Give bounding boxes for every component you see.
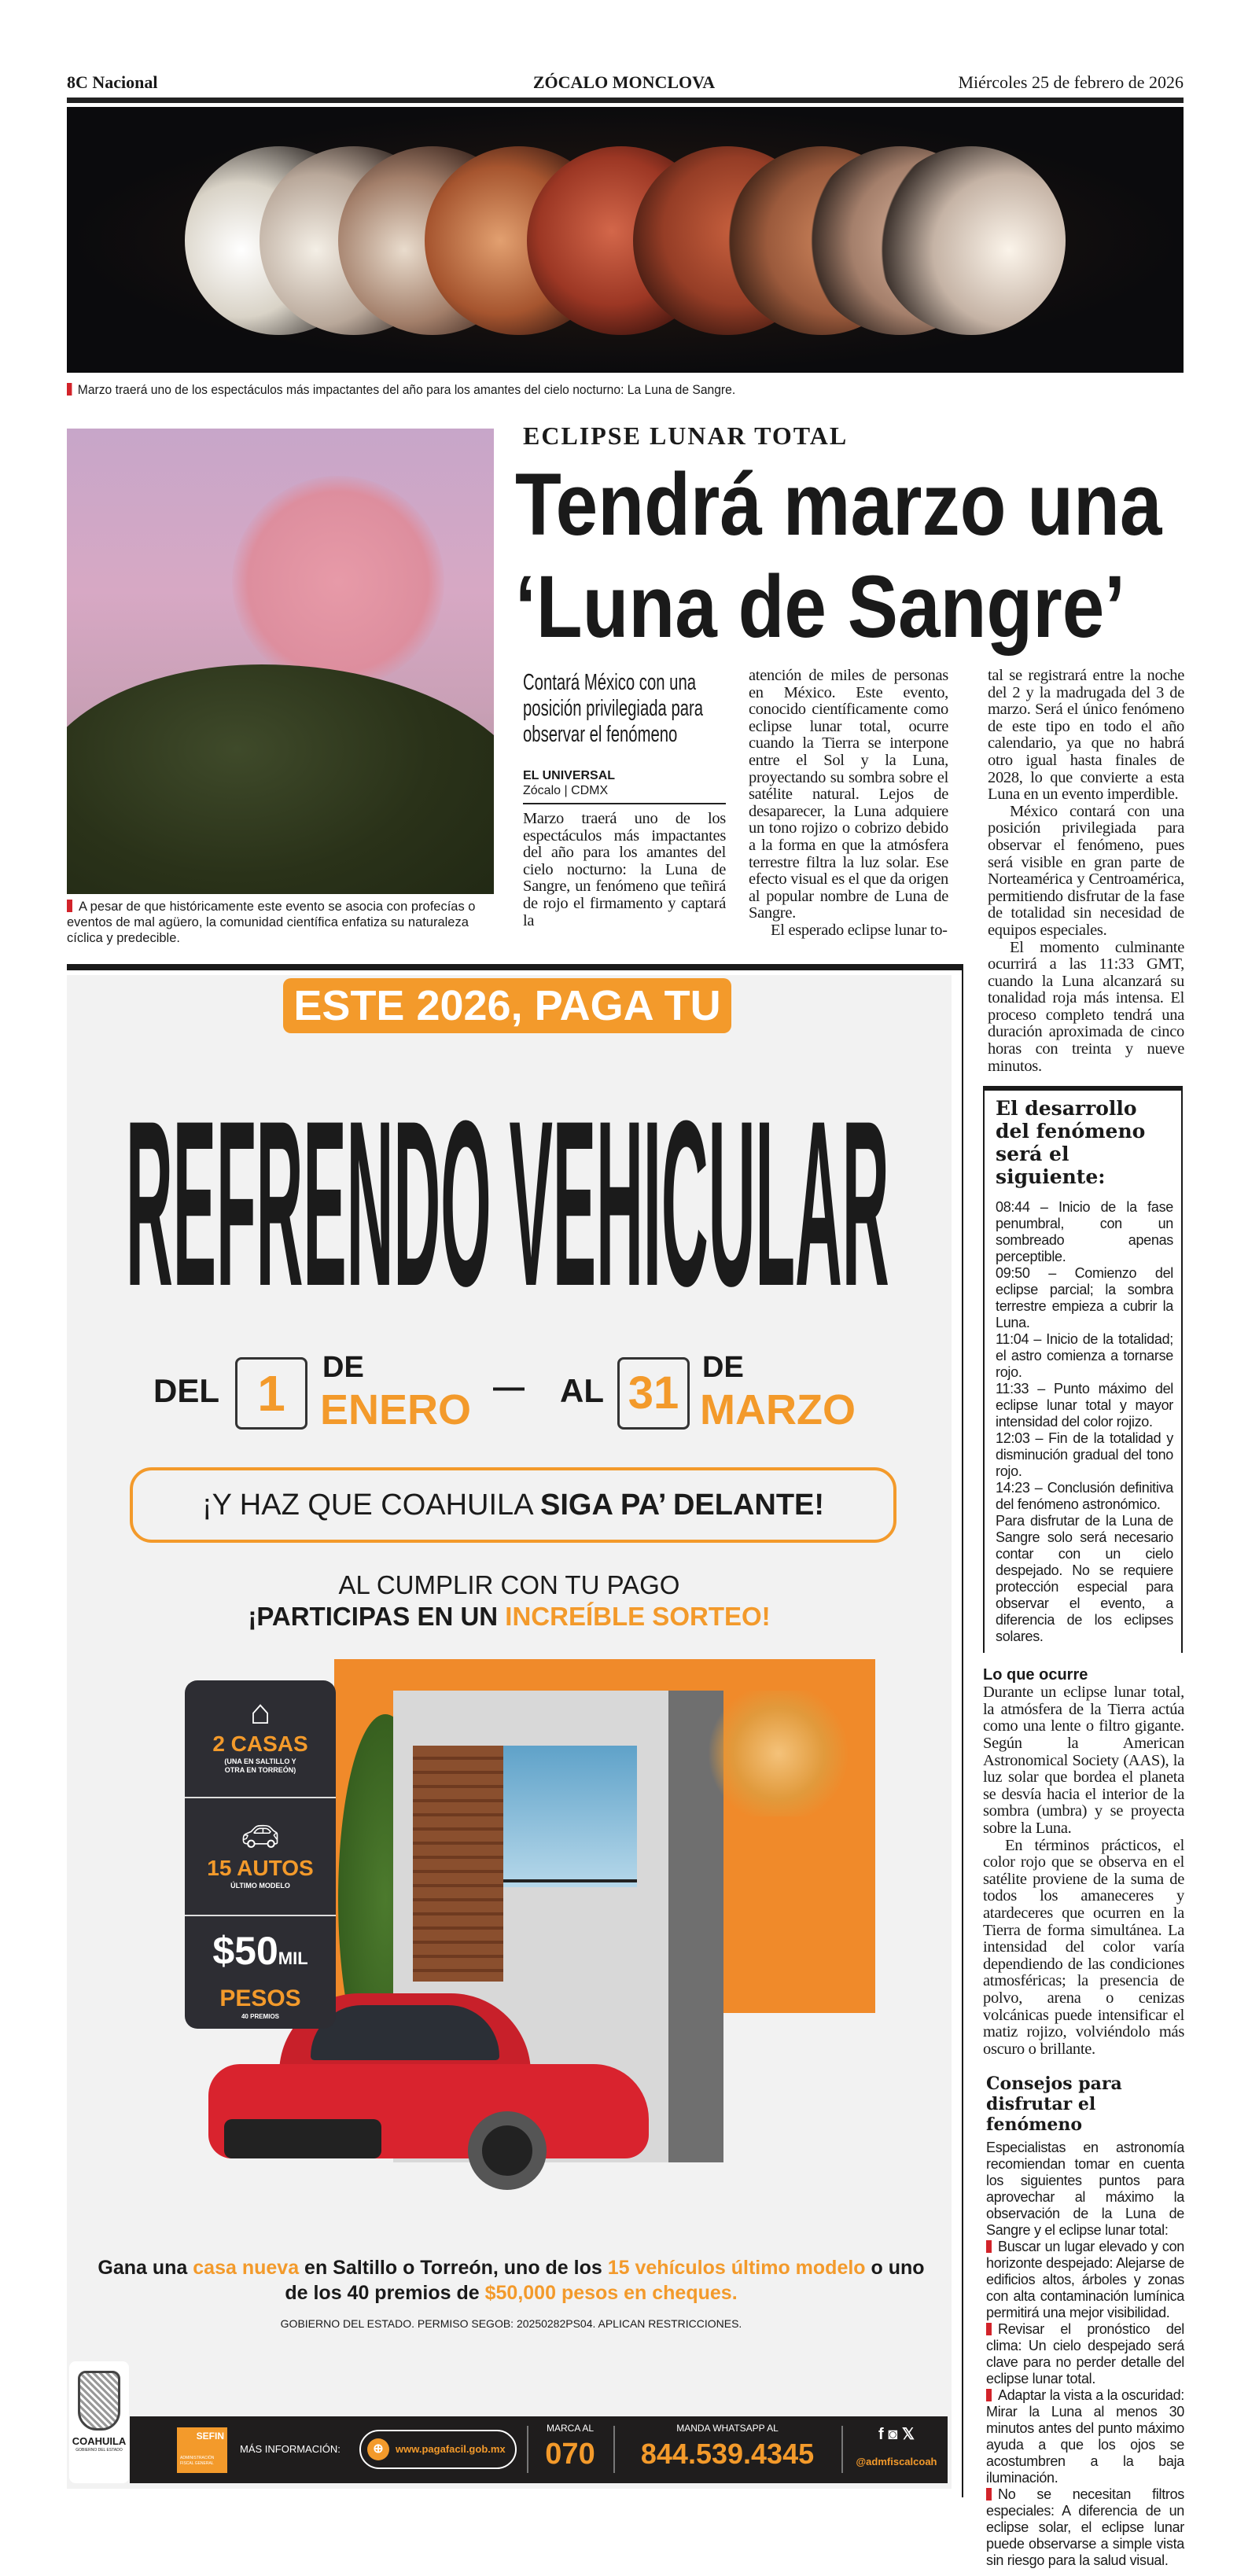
slogan-bold: SIGA PA’ DELANTE! (540, 1489, 825, 1522)
slogan-text: ¡Y HAZ QUE COAHUILA (201, 1489, 540, 1522)
ad-title: REFRENDO VEHICULAR (126, 1071, 889, 1335)
timeline-item: 14:23 – Conclusión definitiva del fenómeno astronómico. (996, 1480, 1173, 1513)
ad-del: DEL (153, 1372, 219, 1409)
house-window (503, 1746, 637, 1887)
tip-text: Revisar el pronóstico del clima: Un cielo despejado será clave para no perder detalle del eclipse lunar total. (986, 2321, 1184, 2387)
x-icon[interactable]: 𝕏 (901, 2426, 915, 2443)
sefin-sub: ADMINISTRACIÓN FISCAL GENERAL (180, 2456, 215, 2466)
right-column (983, 668, 1184, 2569)
tip-text: Buscar un lugar elevado y con horizonte despejado: Alejarse de edificios altos, árboles y zonas con alta contaminación lumínica permitirá una mejor visibilidad. (986, 2239, 1184, 2321)
consejos-section (983, 2074, 1184, 2569)
ad-de-1: DE (322, 1351, 364, 1384)
paragraph: atención de miles de personas en México. Este evento, conocido científicamente como eclipse lunar total, ocurre cuando la Tierra se interpone entre el Sol y la Luna, proyectando su sombra sobre el satélite natural. Lejos de desaparecer, la Luna adquiere un tono rojizo o cobrizo debido a la forma en que la atmósfera terrestre filtra la luz solar. Ese efecto visual es el que da origen al popular nombre de Luna de Sangre. (749, 667, 948, 922)
paragraph: El esperado eclipse lunar to- (771, 921, 948, 939)
prize-sub: 40 PREMIOS (241, 2013, 279, 2020)
website-link[interactable] (359, 2430, 517, 2469)
gana-part: Gana una (98, 2257, 193, 2279)
ad-bottom-text (94, 2255, 928, 2331)
prize-cash (185, 1916, 336, 2021)
website-url: www.pagafacil.gob.mx (396, 2443, 506, 2455)
gana-highlight: 15 vehículos último modelo (607, 2257, 866, 2279)
whatsapp-number[interactable]: 844.539.4345 (640, 2438, 815, 2470)
blood-moon-photo (67, 429, 494, 894)
top-photo-caption (67, 382, 735, 398)
globe-icon: ⊕ (367, 2438, 389, 2460)
timeline-note: Para disfrutar de la Luna de Sangre solo será necesario contar con un cielo despejado. No se requiere protección especial para observar el evento, a diferencia de los eclipses solares. (996, 1513, 1173, 1645)
call-number[interactable]: 070 (545, 2438, 595, 2471)
caption-text: Marzo traerá uno de los espectáculos más impactantes del año para los amantes del cielo nocturno: La Luna de Sangre. (77, 382, 736, 397)
sefin-logo (177, 2427, 227, 2473)
section-label: 8C Nacional (67, 72, 158, 92)
participas-highlight: INCREÍBLE SORTEO! (505, 1602, 771, 1631)
timeline-list (996, 1199, 1173, 1645)
social-handle[interactable]: @admfiscalcoah (856, 2456, 937, 2467)
bullet-marker (986, 2488, 992, 2501)
paragraph: El momento culminante ocurrirá a las 11:33 GMT, cuando la Luna alcanzará su tonalidad roja más intensa. El proceso completo tendrá una duración aproximada de cinco horas con treinta y nueve minutos. (988, 938, 1184, 1075)
bullet-marker (986, 2389, 992, 2401)
ad-cumplir: AL CUMPLIR CON TU PAGO (338, 1570, 680, 1599)
headline-line-2: ‘Luna de Sangre’ (515, 558, 1126, 656)
ad-day-start: 1 (235, 1357, 307, 1430)
timeline-item: 08:44 – Inicio de la fase penumbral, con un sombreado apenas perceptible. (996, 1199, 1173, 1265)
gana-highlight: casa nueva (193, 2257, 300, 2279)
left-photo-caption (67, 899, 495, 946)
participas-text: ¡PARTICIPAS EN UN (248, 1602, 506, 1631)
ad-al: AL (560, 1372, 604, 1409)
tip-item (986, 2321, 1184, 2387)
eclipse-sequence-photo (67, 107, 1184, 373)
sefin-text: SEFIN (196, 2431, 224, 2442)
whatsapp-label: MANDA WHATSAPP AL (676, 2423, 779, 2434)
paragraph: tal se registrará entre la noche del 2 y la madrugada del 3 de marzo. Será el único fenómeno de este tipo en todo el año calendario, ya que no habrá otro igual hasta finales de 2028, lo que convierte a esta Luna en un evento imperdible. (988, 667, 1184, 804)
tip-item (986, 2239, 1184, 2321)
timeline-item: 11:33 – Punto máximo del eclipse lunar total y mayor intensidad del color rojizo. (996, 1381, 1173, 1430)
prize-unit: MIL (278, 1949, 308, 1968)
gana-highlight: $50,000 pesos en cheques. (484, 2282, 738, 2304)
ad-participas (67, 1601, 952, 1632)
gana-part: en Saltillo o Torreón, uno de los (299, 2257, 608, 2279)
kicker: ECLIPSE LUNAR TOTAL (523, 421, 849, 450)
ad-gana-text (94, 2255, 928, 2306)
social-icons (853, 2424, 940, 2445)
article-column-1 (523, 811, 726, 929)
paragraph: México contará con una posición privilegiada para observar el fenómeno, pues será visible en gran parte de Norteamérica y Centroamérica, permitiendo disfrutar de la fase de totalidad sin necesidad de equipos especiales. (988, 802, 1184, 939)
timeline-item: 11:04 – Inicio de la totalidad; el astro comienza a tornarse rojo. (996, 1331, 1173, 1381)
tip-text: No se necesitan filtros especiales: A diferencia de un eclipse solar, el eclipse lunar puede observarse a simple vista sin riesgo para la salud visual. (986, 2486, 1184, 2569)
byline-source: EL UNIVERSAL (523, 769, 616, 782)
headline-line-1: Tendrá marzo una (515, 455, 1162, 554)
section-title: Lo que ocurre (983, 1666, 1088, 1684)
ad-slogan-box (130, 1467, 896, 1543)
more-info-label: MÁS INFORMACIÓN: (240, 2443, 341, 2455)
tip-item (986, 2387, 1184, 2486)
ad-dash: — (493, 1370, 525, 1404)
timeline-item: 12:03 – Fin de la totalidad y disminución gradual del tono rojo. (996, 1430, 1173, 1480)
house-icon: ⌂ (249, 1693, 271, 1731)
logo-text: COAHUILA (72, 2435, 127, 2447)
ad-month-start: ENERO (320, 1386, 472, 1433)
coahuila-logo (69, 2361, 129, 2483)
paragraph: Especialistas en astronomía recomiendan tomar en cuenta los siguientes puntos para aprovechar al máximo la observación de la Luna de Sangre y el eclipse lunar total: (986, 2140, 1184, 2239)
trees-shape (67, 664, 494, 894)
prize-sub: (UNA EN SALTILLO Y OTRA EN TORREÓN) (224, 1757, 296, 1774)
prize-panel (185, 1680, 336, 2029)
gift-bow-icon (700, 1691, 857, 1816)
gana-part: o uno de los 40 premios de (285, 2257, 925, 2304)
facebook-icon[interactable]: f (878, 2426, 884, 2443)
bullet-marker (986, 2323, 992, 2335)
newspaper-name: ZÓCALO MONCLOVA (532, 72, 716, 92)
car-icon: 🚗︎ (240, 1820, 281, 1854)
article-column-3 (983, 668, 1184, 1075)
house-wood-panel (413, 1746, 503, 1982)
coat-of-arms-icon (78, 2371, 120, 2431)
deck: Contará México con una posición privilegiada para observar el fenómeno (523, 670, 704, 747)
ad-month-end: MARZO (700, 1386, 856, 1433)
ad-pill-banner: ESTE 2026, PAGA TU (283, 978, 731, 1033)
prize-sub: ÚLTIMO MODELO (230, 1882, 290, 1890)
byline-place: Zócalo | CDMX (523, 784, 609, 797)
ad-de-2: DE (702, 1351, 744, 1384)
caption-text: A pesar de que históricamente este evento se asocia con profecías o eventos de mal agüero, la comunidad científica enfatiza su naturaleza cíclica y predecible. (67, 900, 476, 945)
caption-marker (67, 383, 72, 396)
moon-shape (232, 476, 444, 688)
timeline-box (983, 1086, 1183, 1653)
header-rule (67, 98, 1184, 103)
article-column-1-wrap (523, 670, 726, 929)
byline-rule (523, 803, 726, 804)
call-label: MARCA AL (546, 2423, 595, 2434)
ad-sorteo-block (67, 1570, 952, 1632)
ad-day-end: 31 (617, 1357, 690, 1430)
prize-title: PESOS (219, 1985, 301, 2011)
lo-que-ocurre-section (983, 1665, 1184, 2058)
prize-cars (185, 1798, 336, 1916)
paragraph: Marzo traerá uno de los espectáculos más impactantes del año para los amantes del cielo nocturno: la Luna de Sangre, un fenómeno que teñirá de rojo el firmamento y captará la (523, 810, 726, 929)
section-title: Consejos para disfrutar el fenómeno (986, 2074, 1122, 2136)
timeline-item: 09:50 – Comienzo del eclipse parcial; la sombra terrestre empieza a cubrir la Luna. (996, 1265, 1173, 1331)
article-column-2 (749, 668, 948, 940)
paragraph: Durante un eclipse lunar total, la atmósfera de la Tierra actúa como una lente o filtro gigante. Según la American Astronomical Society (AAS), la luz solar que bordea el planeta se desvía hacia el interior de la sombra (umbra) y se proyecta sobre la Luna. (983, 1684, 1184, 1837)
prize-amount: $50 (212, 1929, 278, 1973)
caption-marker (67, 900, 72, 912)
ad-footer-bar (130, 2416, 948, 2483)
paragraph: En términos prácticos, el color rojo que se observa en el satélite proviene de la suma de todos los amaneceres y atardeceres que ocurren en la Tierra de forma simultánea. La intensidad del color varía dependiendo de las condiciones atmosféricas; la presencia de polvo, arena o cenizas volcánicas puede intensificar el matiz rojizo, volviéndolo más oscuro o brillante. (983, 1836, 1184, 2058)
logo-sub: GOBIERNO DEL ESTADO (75, 2448, 123, 2453)
tip-item (986, 2486, 1184, 2569)
instagram-icon[interactable]: ◙ (888, 2426, 898, 2443)
ad-legal: GOBIERNO DEL ESTADO. PERMISO SEGOB: 20250282PS04. APLICAN RESTRICCIONES. (280, 2317, 742, 2330)
bullet-marker (986, 2240, 992, 2253)
prize-title: 2 CASAS (212, 1731, 308, 1756)
timeline-title: El desarrollo del fenómeno será el siguiente: (996, 1097, 1146, 1189)
issue-date: Miércoles 25 de febrero de 2026 (958, 72, 1184, 92)
tip-text: Adaptar la vista a la oscuridad: Mirar la Luna al menos 30 minutos antes del punto máximo ayuda a que los ojos se acostumbren a la baja iluminación. (986, 2387, 1184, 2486)
prize-title: 15 AUTOS (207, 1856, 314, 1880)
prize-houses (185, 1680, 336, 1798)
